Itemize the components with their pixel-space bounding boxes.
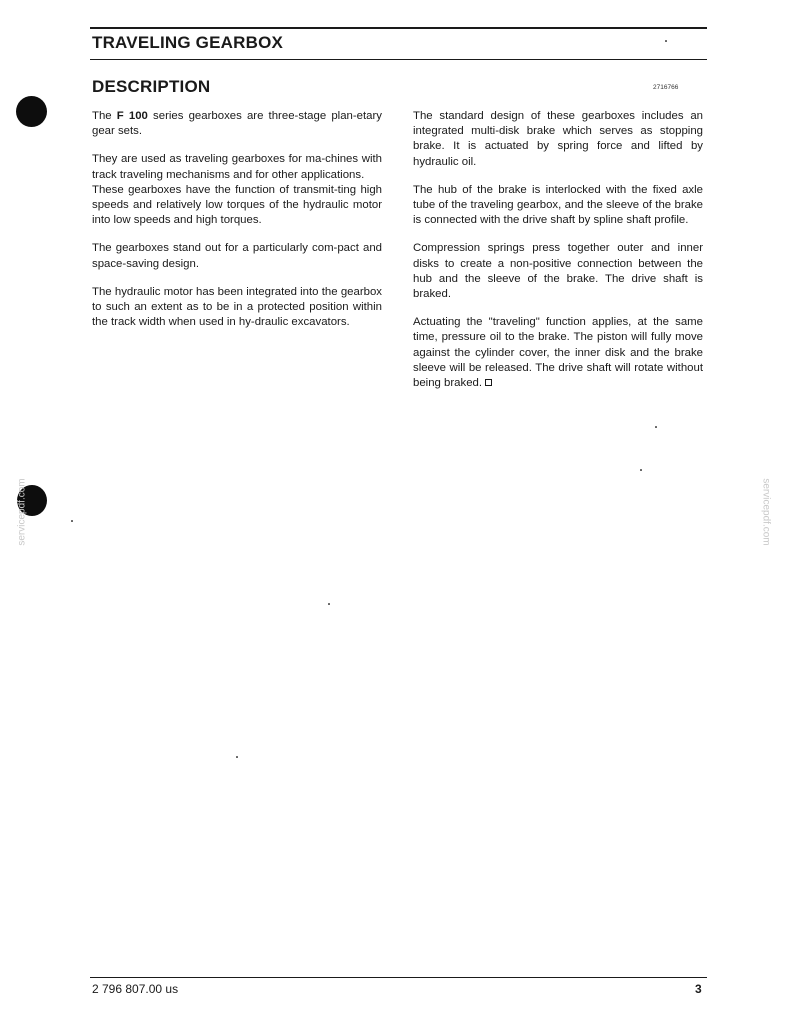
document-code: 2716766: [653, 84, 679, 91]
right-paragraph-3: Compression springs press together outer and inner disks to create a non-positive connection between the hub and the sleeve of the brake. The drive shaft is braked.: [413, 242, 703, 301]
left-paragraph-4: The gearboxes stand out for a particularly com-pact and space-saving design.: [92, 242, 382, 270]
left-paragraph-3: These gearboxes have the function of transmit-ting high speeds and relatively low torques of the hydraulic motor into low speeds and high torques.: [92, 183, 382, 227]
punch-hole-icon: [16, 96, 47, 127]
scan-speck: [328, 603, 330, 605]
watermark-right: servicepdf.com: [760, 478, 772, 546]
right-paragraph-4: Actuating the "traveling" function applies, at the same time, pressure oil to the brake. The piston will fully move against the cylinder cover, the inner disk and the brake sleeve will be released. The drive shaft will rotate without being braked.: [413, 316, 703, 390]
subsection-title: DESCRIPTION: [92, 77, 211, 96]
end-of-section-icon: [485, 379, 492, 386]
header-bottom-rule: [90, 59, 707, 60]
scan-speck: [71, 520, 73, 522]
scan-speck: [640, 469, 642, 471]
scan-speck: [665, 40, 667, 42]
model-name: F 100: [116, 110, 148, 122]
footer-rule: [90, 977, 707, 978]
right-paragraph-2: The hub of the brake is interlocked with the fixed axle tube of the traveling gearbox, and the sleeve of the brake is connected with the drive shaft by spline shaft profile.: [413, 183, 703, 227]
footer-page-number: 3: [695, 982, 702, 996]
left-paragraph-2: They are used as traveling gearboxes for ma-chines with track traveling mechanisms and for other applications.: [92, 153, 382, 181]
left-paragraph-1: The F 100 series gearboxes are three-stage plan-etary gear sets.: [92, 110, 382, 138]
watermark-left: servicepdf.com: [16, 478, 28, 546]
scan-speck: [236, 756, 238, 758]
left-column: [92, 109, 382, 343]
right-column: [413, 109, 703, 404]
section-title: TRAVELING GEARBOX: [92, 33, 284, 52]
left-paragraph-5: The hydraulic motor has been integrated into the gearbox to such an extent as to be in a protected position within the track width when used in hy-draulic excavators.: [92, 285, 382, 329]
right-paragraph-1: The standard design of these gearboxes includes an integrated multi-disk brake which serves as stopping brake. It is actuated by spring force and lifted by hydraulic oil.: [413, 110, 703, 168]
scan-speck: [655, 426, 657, 428]
footer-document-number: 2 796 807.00 us: [92, 982, 179, 996]
header-top-rule: [90, 27, 707, 29]
